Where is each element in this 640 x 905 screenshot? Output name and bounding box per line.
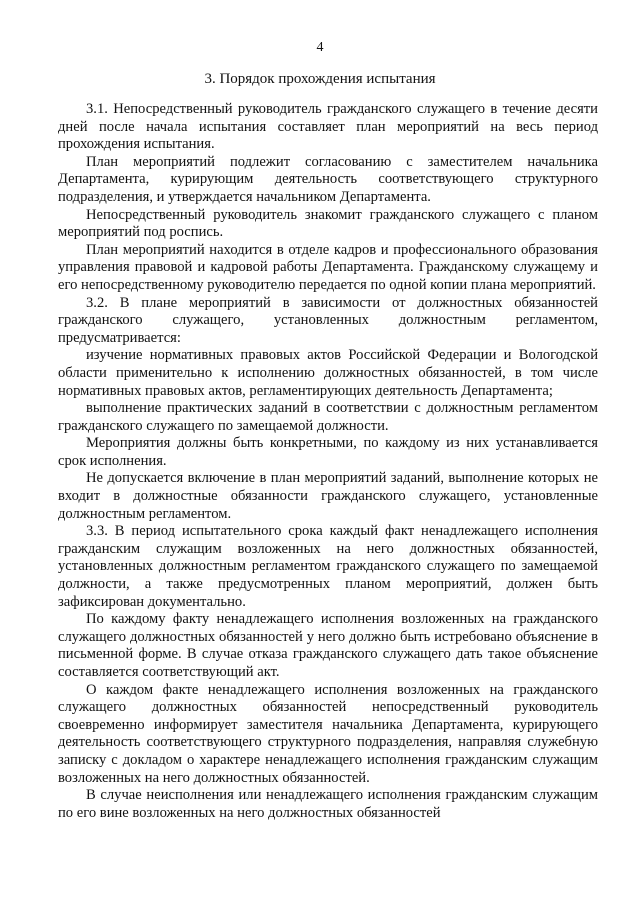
paragraph-practical-tasks: выполнение практических заданий в соответствии с должностным регламентом гражданского служащего по замещаемой должности. — [58, 400, 598, 434]
paragraph-plan-acquaintance: Непосредственный руководитель знакомит гражданского служащего с планом мероприятий под роспись. — [58, 206, 598, 241]
paragraph-plan-approval: План мероприятий подлежит согласованию с заместителем начальника Департамента, курирующим деятельность соответствующего структурного подразделения, и утверждается начальником Департамента. — [58, 153, 598, 205]
section-title: 3. Порядок прохождения испытания — [204, 71, 436, 87]
paragraph-not-allowed: Не допускается включение в план мероприятий заданий, выполнение которых не входит в должностные обязанности гражданского служащего, установленные должностным регламентом. — [58, 470, 598, 522]
paragraph-explanation: По каждому факту ненадлежащего исполнения возложенных на гражданского служащего должностных обязанностей у него должно быть истребовано объяснение в письменной форме. В случае отказа гражданского служащего дать такое объяснение составляется соответствующий акт. — [58, 611, 598, 680]
paragraph-deadlines: Мероприятия должны быть конкретными, по каждому из них устанавливается срок исполнения. — [58, 435, 598, 469]
page-number: 4 — [316, 40, 324, 55]
paragraph-plan-storage: План мероприятий находится в отделе кадров и профессионального образования управления правовой и кадровой работы Департамента. Гражданскому служащему и его непосредственному руководителю передается по одной копии плана мероприятий. — [58, 241, 598, 293]
paragraph-3-2: 3.2. В плане мероприятий в зависимости от должностных обязанностей гражданского служащего, установленных должностным регламентом, предусматривается: — [58, 294, 598, 346]
paragraph-study-acts: изучение нормативных правовых актов Российской Федерации и Вологодской области применительно к исполнению должностных обязанностей, в том числе нормативных правовых актов, регламентирующих деятельность Департамента; — [58, 347, 598, 399]
paragraph-3-3: 3.3. В период испытательного срока каждый факт ненадлежащего исполнения гражданским служащим возложенных на него должностных обязанностей, установленных должностным регламентом гражданского служащего по замещаемой должности, а также предусмотренных планом мероприятий, должен быть зафиксирован документально. — [58, 523, 598, 610]
paragraph-nonperformance: В случае неисполнения или ненадлежащего исполнения гражданским служащим по его вине возложенных на него должностных обязанностей — [58, 787, 598, 821]
paragraph-3-1: 3.1. Непосредственный руководитель гражданского служащего в течение десяти дней после начала испытания составляет план мероприятий на весь период прохождения испытания. — [58, 101, 598, 153]
document-body — [58, 101, 598, 822]
paragraph-informing: О каждом факте ненадлежащего исполнения возложенных на гражданского служащего должностных обязанностей непосредственный руководитель своевременно информирует заместителя начальника Департамента, курирующего деятельность соответствующего структурного подразделения, направляя служебную записку с докладом о характере ненадлежащего исполнения гражданским служащим возложенных на него должностных обязанностей. — [58, 681, 598, 786]
